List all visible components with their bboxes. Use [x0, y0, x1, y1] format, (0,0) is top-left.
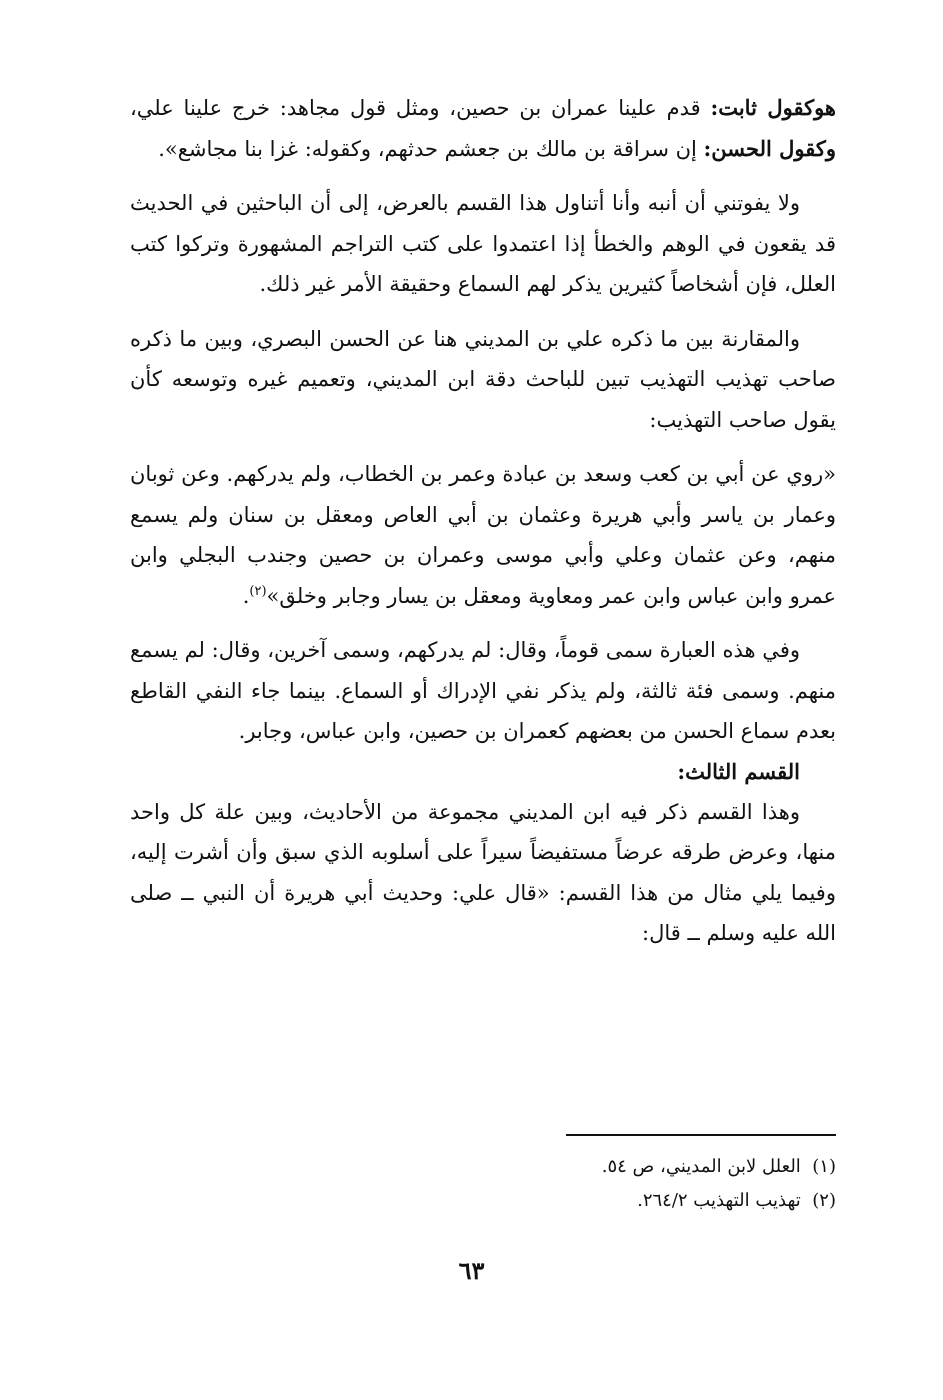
section-heading: القسم الثالث: [677, 758, 800, 784]
quotation-end: . [242, 583, 250, 608]
footnotes [236, 1150, 836, 1218]
paragraph-2: ولا يفوتني أن أنبه وأنا أتناول هذا القسم بالعرض، إلى أن الباحثين في الحديث قد يقعون في الوهم والخطأ إذا اعتمدوا على كتب التراجم المشهورة وتركوا كتب العلل، فإن أشخاصاً كثيرين يذكر لهم السماع وحقيقة الأمر غير ذلك. [130, 191, 836, 296]
paragraph-4-quotation [130, 454, 836, 616]
footnote-2 [236, 1184, 836, 1218]
paragraph-6: وهذا القسم ذكر فيه ابن المديني مجموعة من الأحاديث، وبين علة كل واحد منها، وعرض طرقه عرضاً مستفيضاً سيراً على أسلوبه الذي سبق وأن أشرت إليه، وفيما يلي مثال من هذا القسم: «قال علي: وحديث أبي هريرة أن النبي ــ صلى الله عليه وسلم ــ قال: [130, 799, 836, 945]
footnote-1-number: (١) [812, 1156, 836, 1177]
footnote-1-text: العلل لابن المديني، ص ٥٤. [601, 1156, 801, 1177]
page-body [130, 88, 836, 954]
footnote-2-text: تهذيب التهذيب ٢٦٤/٢. [637, 1190, 801, 1211]
paragraph-1-middle: قدم علينا عمران بن حصين، ومثل قول مجاهد: خرج علينا علي، [130, 96, 711, 120]
paragraph-5: وفي هذه العبارة سمى قوماً، وقال: لم يدركهم، وسمى آخرين، وقال: لم يسمع منهم. وسمى فئة ثالثة، ولم يذكر نفي الإدراك أو السماع. بينما جاء النفي القاطع بعدم سماع الحسن من بعضهم كعمران بن حصين، وابن عباس، وجابر. [130, 638, 836, 743]
quotation-text: «روي عن أبي بن كعب وسعد بن عبادة وعمر بن الخطاب، ولم يدركهم. وعن ثوبان وعمار بن ياسر وأبي هريرة وعثمان بن أبي العاص ومعقل بن سنان ولم يسمع منهم، وعن عثمان وعلي وأبي موسى وعمران بن حصين وجندب البجلي وابن عمرو وابن عباس وابن عمر ومعاوية ومعقل بن يسار وجابر وخلق» [130, 462, 836, 608]
paragraph-1 [130, 88, 836, 169]
paragraph-1-lead: هوكقول ثابت: [710, 95, 836, 120]
footnote-2-number: (٢) [812, 1190, 836, 1211]
paragraph-1-rest: إن سراقة بن مالك بن جعشم حدثهم، وكقوله: غزا بنا مجاشع». [158, 136, 704, 161]
paragraph-1-bold-phrase: وكقول الحسن: [703, 135, 836, 161]
footnote-ref-2: (٢) [249, 583, 267, 599]
page-number: ٦٣ [458, 1256, 485, 1285]
footnote-separator [566, 1134, 836, 1136]
paragraph-3: والمقارنة بين ما ذكره علي بن المديني هنا عن الحسن البصري، وبين ما ذكره صاحب تهذيب التهذيب تبين للباحث دقة ابن المديني، وتعميم غيره وتوسعه كأن يقول صاحب التهذيب: [130, 326, 836, 432]
footnote-1 [236, 1150, 836, 1184]
